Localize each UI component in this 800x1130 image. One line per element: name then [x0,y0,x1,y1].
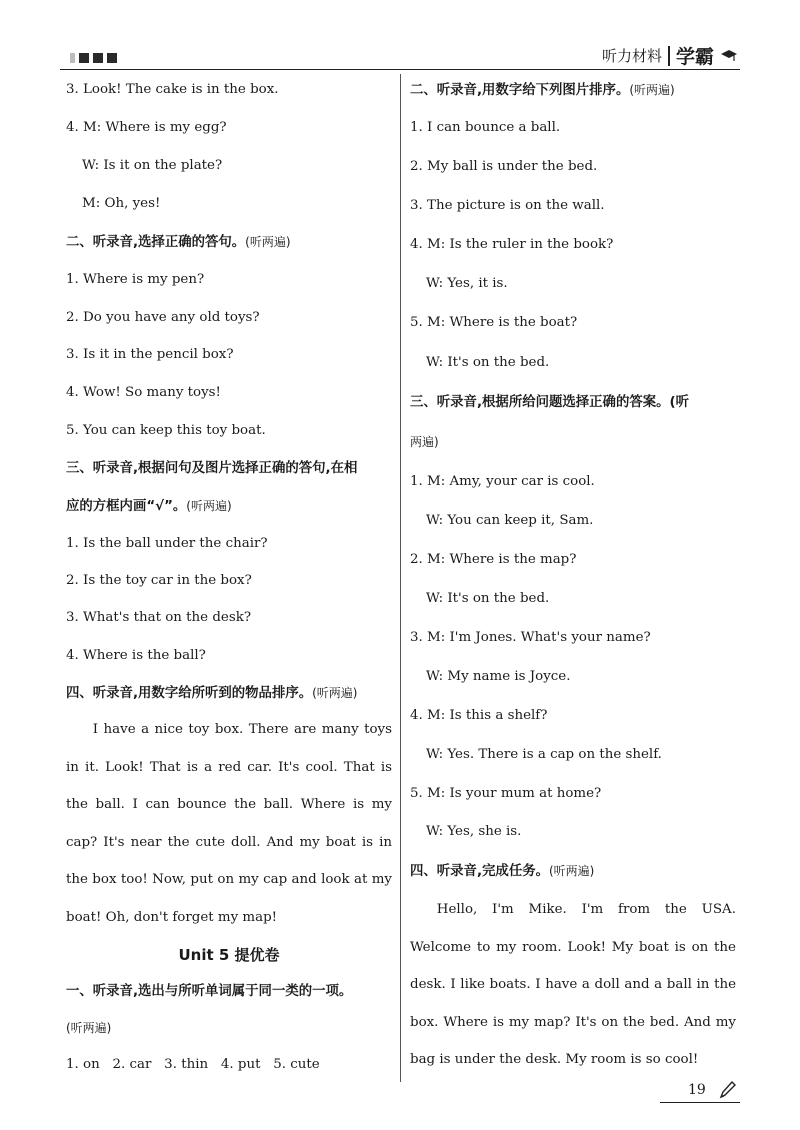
section-heading: 两遍) [410,435,439,449]
list-item: 2. M: Where is the map? [410,552,577,567]
list-item: 2. Is the toy car in the box? [66,573,252,588]
section-heading: 二、听录音,选择正确的答句。(听两遍) [66,235,291,250]
list-item: 4. M: Is this a shelf? [410,708,548,723]
brand-logo: 学霸 [675,46,714,68]
text-line: M: Oh, yes! [82,196,161,211]
list-item: 3. M: I'm Jones. What's your name? [410,630,651,645]
list-item: 5. M: Where is the boat? [410,315,578,330]
header-right [602,42,738,69]
list-item: 1. M: Amy, your car is cool. [410,474,595,489]
unit-title: Unit 5 提优卷 [178,946,280,964]
text-line: 3. Look! The cake is in the box. [66,82,279,97]
list-item: 2. Do you have any old toys? [66,310,260,325]
list-item: 4. Where is the ball? [66,648,206,663]
section-note: (听两遍) [66,1021,112,1035]
text-line: W: Is it on the plate? [82,158,223,173]
list-item: 3. The picture is on the wall. [410,198,605,213]
list-item: 5. You can keep this toy boat. [66,423,266,438]
section-heading: 一、听录音,选出与所听单词属于同一类的一项。 [66,984,353,999]
header-rule [60,69,740,70]
list-item: W: Yes, she is. [426,824,522,839]
section-heading: 应的方框内画“√”。(听两遍) [66,499,232,514]
list-item: 3. Is it in the pencil box? [66,347,234,362]
list-item: 4. M: Is the ruler in the book? [410,237,614,252]
list-item: 4. Wow! So many toys! [66,385,221,400]
list-item: W: You can keep it, Sam. [426,513,594,528]
list-item: W: My name is Joyce. [426,669,571,684]
graduation-cap-icon [720,48,738,64]
pencil-icon [718,1080,736,1100]
list-item: 1. I can bounce a ball. [410,120,561,135]
list-item: 5. M: Is your mum at home? [410,786,602,801]
list-item: W: It's on the bed. [426,591,550,606]
list-item: W: Yes. There is a cap on the shelf. [426,747,662,762]
list-item: 1. Is the ball under the chair? [66,536,268,551]
section-heading: 二、听录音,用数字给下列图片排序。(听两遍) [410,83,675,98]
page-number: 19 [688,1082,706,1098]
section-label: 听力材料 [601,47,662,65]
section-heading: 四、听录音,完成任务。(听两遍) [410,864,595,879]
section-heading: 四、听录音,用数字给所听到的物品排序。(听两遍) [66,686,358,701]
list-item: 2. My ball is under the bed. [410,159,598,174]
list-item: W: It's on the bed. [426,355,550,370]
word-list: 1. on 2. car 3. thin 4. put 5. cute [66,1057,320,1072]
list-item: 1. Where is my pen? [66,272,205,287]
list-item: 3. What's that on the desk? [66,610,252,625]
section-heading: 三、听录音,根据问句及图片选择正确的答句,在相 [66,461,358,476]
column-divider [400,74,401,1082]
text-line: 4. M: Where is my egg? [66,120,227,135]
list-item: W: Yes, it is. [426,276,508,291]
footer-rule [660,1102,740,1103]
listening-passage: Hello, I'm Mike. I'm from the USA. Welcome to my room. Look! My boat is on the desk. I like boats. I have a doll and a ball in the box. Where is my map? It's on the bed. And my bag is under the desk. My room is so cool! [410,902,736,1068]
header-separator [668,46,670,66]
section-heading: 三、听录音,根据所给问题选择正确的答案。(听 [410,395,690,410]
header-blocks [70,53,117,63]
listening-passage: I have a nice toy box. There are many toys in it. Look! That is a red car. It's cool. That is the ball. I can bounce the ball. Where is my cap? It's near the cute doll. And my boat is in the box too! Now, put on my cap and look at my boat! Oh, don't forget my map! [66,722,392,925]
